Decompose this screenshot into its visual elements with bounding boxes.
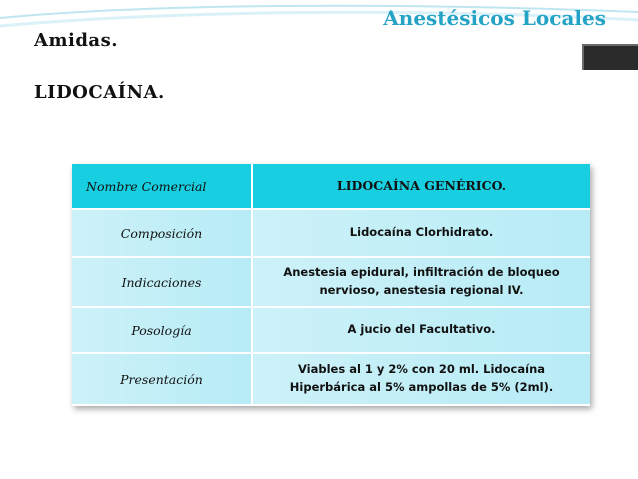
- table-row: [72, 307, 590, 353]
- table-row: [72, 257, 590, 307]
- drug-info-table: [72, 164, 590, 406]
- header-value-cell: LIDOCAÍNA GENÉRICO.: [252, 164, 590, 209]
- row-label-composicion: Composición: [72, 209, 252, 257]
- dark-corner-block: [582, 44, 638, 70]
- row-value-presentacion: Viables al 1 y 2% con 20 ml. Lidocaína Hiperbárica al 5% ampollas de 5% (2ml).: [252, 353, 590, 405]
- row-label-indicaciones: Indicaciones: [72, 257, 252, 307]
- table-header-row: [72, 164, 590, 209]
- table-row: [72, 209, 590, 257]
- heading-amidas: Amidas.: [34, 30, 118, 51]
- header-label-cell: Nombre Comercial: [72, 164, 252, 209]
- row-value-indicaciones: Anestesia epidural, infiltración de bloqueo nervioso, anestesia regional IV.: [252, 257, 590, 307]
- row-label-posologia: Posología: [72, 307, 252, 353]
- row-label-presentacion: Presentación: [72, 353, 252, 405]
- row-value-composicion: Lidocaína Clorhidrato.: [252, 209, 590, 257]
- table-row: [72, 353, 590, 405]
- heading-lidocaina: LIDOCAÍNA.: [34, 82, 165, 103]
- slide-title: Anestésicos Locales: [383, 6, 606, 30]
- row-value-posologia: A jucio del Facultativo.: [252, 307, 590, 353]
